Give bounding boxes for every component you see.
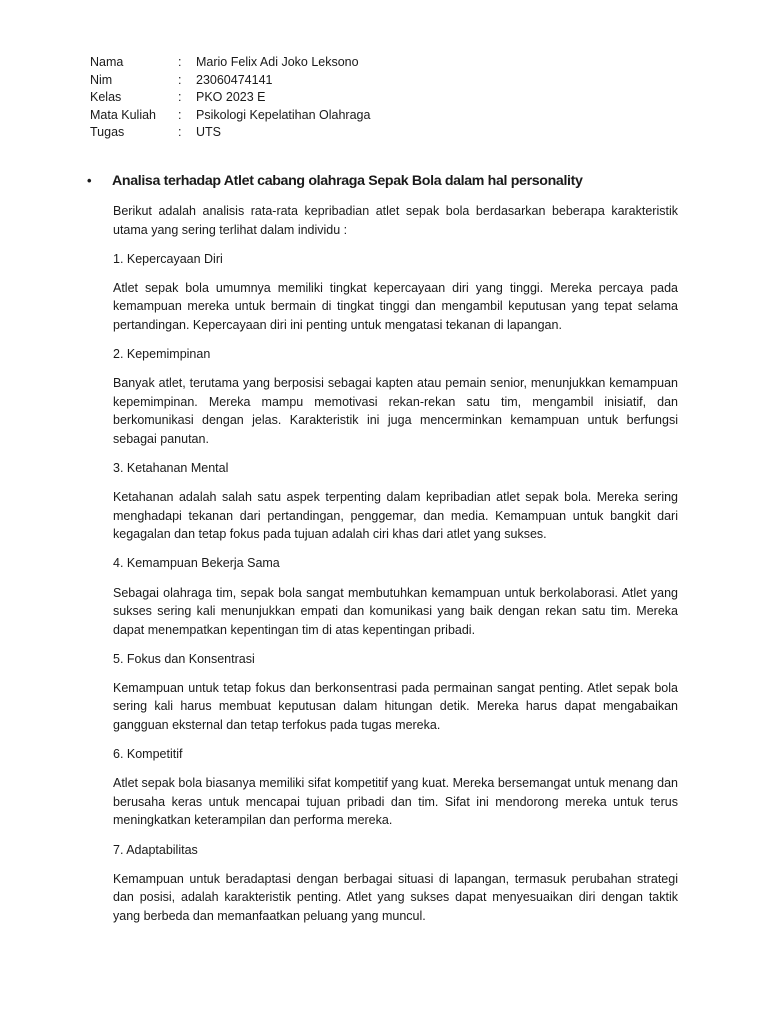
info-value: 23060474141 — [196, 72, 273, 87]
paragraph-kompetitif: Atlet sepak bola biasanya memiliki sifat kompetitif yang kuat. Mereka bersemangat untuk menang dan berusaha keras untuk mencapai tujuan pribadi dan tim. Sifat ini mendorong mereka untuk terus meningkatkan keterampilan dan performa mereka. — [113, 776, 678, 828]
subheading-adaptabilitas: 7. Adaptabilitas — [113, 842, 198, 857]
info-label: Tugas — [90, 125, 125, 140]
info-row-tugas — [90, 124, 370, 142]
subheading-ketahanan-mental: 3. Ketahanan Mental — [113, 461, 229, 476]
info-separator: : — [178, 72, 182, 87]
document-body — [113, 202, 678, 936]
info-label: Nama — [90, 55, 124, 69]
paragraph-kepercayaan-diri: Atlet sepak bola umumnya memiliki tingkat kepercayaan diri yang tinggi. Mereka percaya pada kemampuan mereka untuk bermain di tingkat tinggi dan mengambil keputusan yang tepat selama pertandingan. Kepercayaan diri ini penting untuk mengatasi tekanan di lapangan. — [113, 280, 678, 332]
subheading-fokus-dan-konsentrasi: 5. Fokus dan Konsentrasi — [113, 651, 255, 666]
info-value: Mario Felix Adi Joko Leksono — [196, 55, 359, 69]
info-separator: : — [178, 55, 182, 69]
heading-text: Analisa terhadap Atlet cabang olahraga Sepak Bola dalam hal personality — [112, 173, 583, 189]
info-value: PKO 2023 E — [196, 90, 266, 105]
info-separator: : — [178, 125, 182, 140]
info-value: UTS — [196, 125, 221, 140]
section-heading — [87, 171, 583, 191]
paragraph-fokus-dan-konsentrasi: Kemampuan untuk tetap fokus dan berkonsentrasi pada permainan sangat penting. Atlet sepak bola sering kali harus membuat keputusan dalam hitungan detik. Mereka harus dapat mengabaikan gangguan eksternal dan tetap terfokus pada tugas mereka. — [113, 680, 678, 733]
subheading-kemampuan-bekerja-sama: 4. Kemampuan Bekerja Sama — [113, 556, 280, 571]
info-label: Mata Kuliah — [90, 107, 157, 122]
paragraph-kemampuan-bekerja-sama: Sebagai olahraga tim, sepak bola sangat membutuhkan kemampuan untuk berkolaborasi. Atlet yang sukses sering kali menunjukkan empati dan komunikasi yang baik dengan rekan satu tim. Mereka dapat menempatkan kepentingan tim di atas kepentingan pribadi. — [113, 585, 678, 637]
bullet-icon: • — [87, 173, 92, 188]
info-separator: : — [178, 107, 182, 122]
intro-paragraph: Berikut adalah analisis rata-rata kepribadian atlet sepak bola berdasarkan beberapa karakteristik utama yang sering terlihat dalam individu : — [113, 204, 678, 237]
info-value: Psikologi Kepelatihan Olahraga — [196, 107, 371, 122]
info-row-kelas — [90, 89, 370, 107]
info-label: Nim — [90, 72, 113, 87]
info-row-nim — [90, 72, 370, 90]
subheading-kepemimpinan: 2. Kepemimpinan — [113, 347, 211, 362]
paragraph-ketahanan-mental: Ketahanan adalah salah satu aspek terpenting dalam kepribadian atlet sepak bola. Mereka sering menghadapi tekanan dari pertandingan, penggemar, dan media. Kemampuan untuk bangkit dari kegagalan dan tetap fokus pada tujuan adalah ciri khas dari atlet yang sukses. — [113, 490, 678, 542]
subheading-kepercayaan-diri: 1. Kepercayaan Diri — [113, 251, 223, 266]
paragraph-adaptabilitas: Kemampuan untuk beradaptasi dengan berbagai situasi di lapangan, termasuk perubahan strategi dan posisi, adalah karakteristik penting. Atlet yang sukses dapat menyesuaikan diri dengan taktik yang berbeda dan memanfaatkan peluang yang muncul. — [113, 871, 678, 923]
student-info-block — [90, 54, 370, 142]
info-separator: : — [178, 90, 182, 105]
paragraph-kepemimpinan: Banyak atlet, terutama yang berposisi sebagai kapten atau pemain senior, menunjukkan kemampuan kepemimpinan. Mereka mampu memotivasi rekan-rekan satu tim, mengambil inisiatif, dan berkomunikasi dengan jelas. Karakteristik ini juga mencerminkan kemampuan untuk berfungsi sebagai panutan. — [113, 376, 678, 446]
info-label: Kelas — [90, 90, 122, 105]
info-row-mata-kuliah — [90, 107, 370, 125]
info-row-nama — [90, 54, 370, 72]
subheading-kompetitif: 6. Kompetitif — [113, 747, 183, 762]
